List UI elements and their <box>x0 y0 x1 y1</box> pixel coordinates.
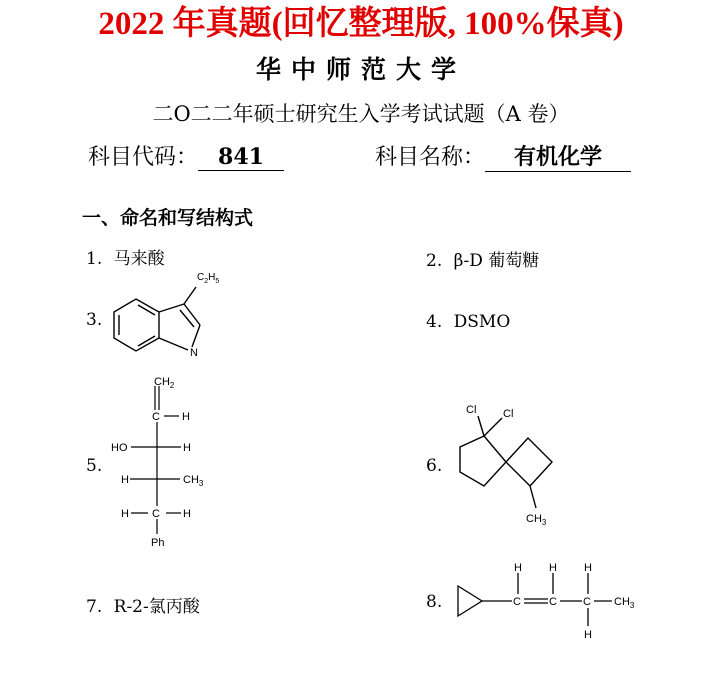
q6-cl-label-2: Cl <box>503 408 514 420</box>
q3-indole-structure <box>108 268 228 364</box>
question-number: 7. <box>86 597 103 617</box>
subject-name-label: 科目名称： <box>375 145 486 170</box>
q3-nitrogen-label: N <box>190 347 198 359</box>
question-6 <box>426 456 442 476</box>
q5-ch2-label: $CH_2$ <box>154 376 175 390</box>
q5-h-label-4: H <box>121 508 129 520</box>
question-text: 马来酸 <box>113 249 165 269</box>
question-number: 2. <box>426 251 443 271</box>
q8-carbon-label-2: C <box>549 596 557 608</box>
section-1-title: 一、命名和写结构式 <box>82 207 254 229</box>
question-number: 3. <box>86 310 103 330</box>
question-number: 1. <box>86 249 103 269</box>
subject-code-row <box>88 140 284 171</box>
q6-cl-label-1: Cl <box>466 404 477 416</box>
q8-cyclopropyl-structure <box>452 558 652 644</box>
exam-banner-title: 2022 年真题(回忆整理版, 100%保真) <box>98 6 624 42</box>
subject-name-value: 有机化学 <box>485 140 631 172</box>
question-1 <box>86 244 165 269</box>
q8-h-label-2: H <box>549 562 557 574</box>
q8-carbon-label-3: C <box>583 596 591 608</box>
question-number: 5. <box>86 456 103 476</box>
q5-h-label-3: H <box>121 474 129 486</box>
question-number: 6. <box>426 456 443 476</box>
question-5 <box>86 456 102 476</box>
q6-ch3-label: $CH_3$ <box>526 513 547 527</box>
subject-name-row <box>375 140 631 172</box>
question-number: 4. <box>426 312 443 332</box>
q3-ethyl-label: $C_2H_5$ <box>197 272 220 285</box>
q8-ch3-label: $CH_3$ <box>614 596 635 610</box>
q5-h-label-2: H <box>183 442 191 454</box>
question-number: 8. <box>426 592 443 612</box>
q5-carbon-label: C <box>152 411 160 423</box>
q5-ho-label: HO <box>111 442 128 454</box>
q5-carbon-label-2: C <box>152 508 160 520</box>
q5-h-label-5: H <box>183 508 191 520</box>
q5-fischer-structure <box>110 372 230 552</box>
question-4 <box>426 312 510 332</box>
q8-carbon-label-1: C <box>513 596 521 608</box>
q8-h-label-4: H <box>584 629 592 641</box>
q8-h-label-3: H <box>584 562 592 574</box>
q5-ch3-label: $CH_3$ <box>183 474 204 488</box>
question-text: DSMO <box>453 312 511 332</box>
q8-h-label-1: H <box>514 562 522 574</box>
question-3 <box>86 310 102 330</box>
question-2 <box>426 246 539 271</box>
question-text: R-2-氯丙酸 <box>113 597 200 617</box>
q6-spiro-structure <box>446 398 576 530</box>
subject-code-value: 841 <box>198 144 284 171</box>
exam-title: 二O二二年硕士研究生入学考试试题（A 卷） <box>152 102 570 126</box>
question-text: β-D 葡萄糖 <box>453 251 540 271</box>
subject-code-label: 科目代码： <box>88 145 199 170</box>
university-name: 华中师范大学 <box>255 55 466 84</box>
question-7 <box>86 592 200 617</box>
question-8 <box>426 592 442 612</box>
q5-h-label-1: H <box>182 411 190 423</box>
q5-ph-label: Ph <box>151 537 165 549</box>
